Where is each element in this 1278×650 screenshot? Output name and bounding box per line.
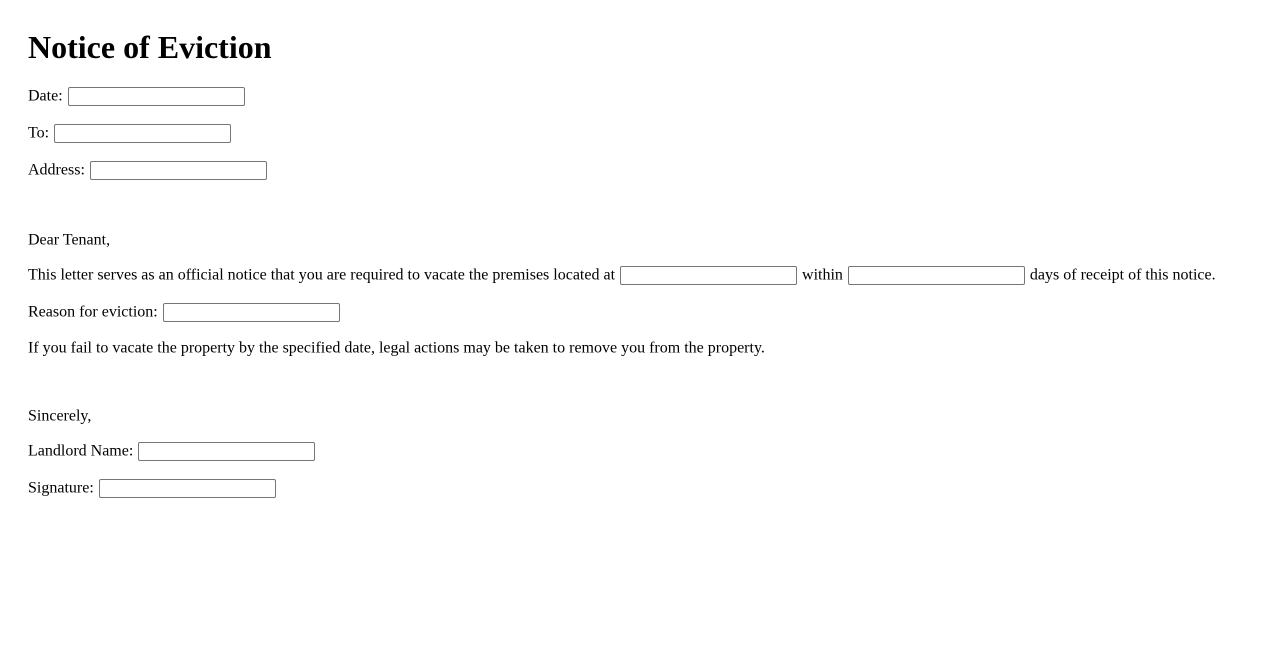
closing-row [28, 406, 91, 428]
address-input[interactable] [90, 161, 267, 180]
warning-row [28, 338, 765, 360]
notice-row [28, 265, 1216, 287]
to-label: To: [28, 124, 50, 142]
signature-row [28, 478, 277, 500]
reason-input[interactable] [163, 303, 340, 322]
page-title: Notice of Eviction [28, 29, 272, 65]
date-input[interactable] [68, 87, 245, 106]
notice-text-before: This letter serves as an official notice that you are required to vacate the premises located at [28, 266, 616, 284]
address-row [28, 160, 268, 182]
reason-row [28, 302, 341, 324]
date-label: Date: [28, 87, 63, 105]
closing-text: Sincerely, [28, 407, 92, 425]
warning-text: If you fail to vacate the property by the specified date, legal actions may be taken to remove you from the property. [28, 339, 765, 357]
signature-input[interactable] [99, 479, 276, 498]
notice-text-after: days of receipt of this notice. [1029, 266, 1216, 284]
signature-label: Signature: [28, 479, 94, 497]
notice-text-within: within [802, 266, 843, 284]
premises-input[interactable] [620, 266, 797, 285]
date-row [28, 86, 246, 108]
greeting-text: Dear Tenant, [28, 231, 111, 249]
reason-label: Reason for eviction: [28, 303, 158, 321]
address-label: Address: [28, 161, 85, 179]
to-input[interactable] [54, 124, 231, 143]
landlord-label: Landlord Name: [28, 442, 134, 460]
landlord-row [28, 441, 316, 463]
greeting-row [28, 230, 110, 252]
days-input[interactable] [848, 266, 1025, 285]
to-row [28, 123, 232, 145]
landlord-name-input[interactable] [138, 442, 315, 461]
